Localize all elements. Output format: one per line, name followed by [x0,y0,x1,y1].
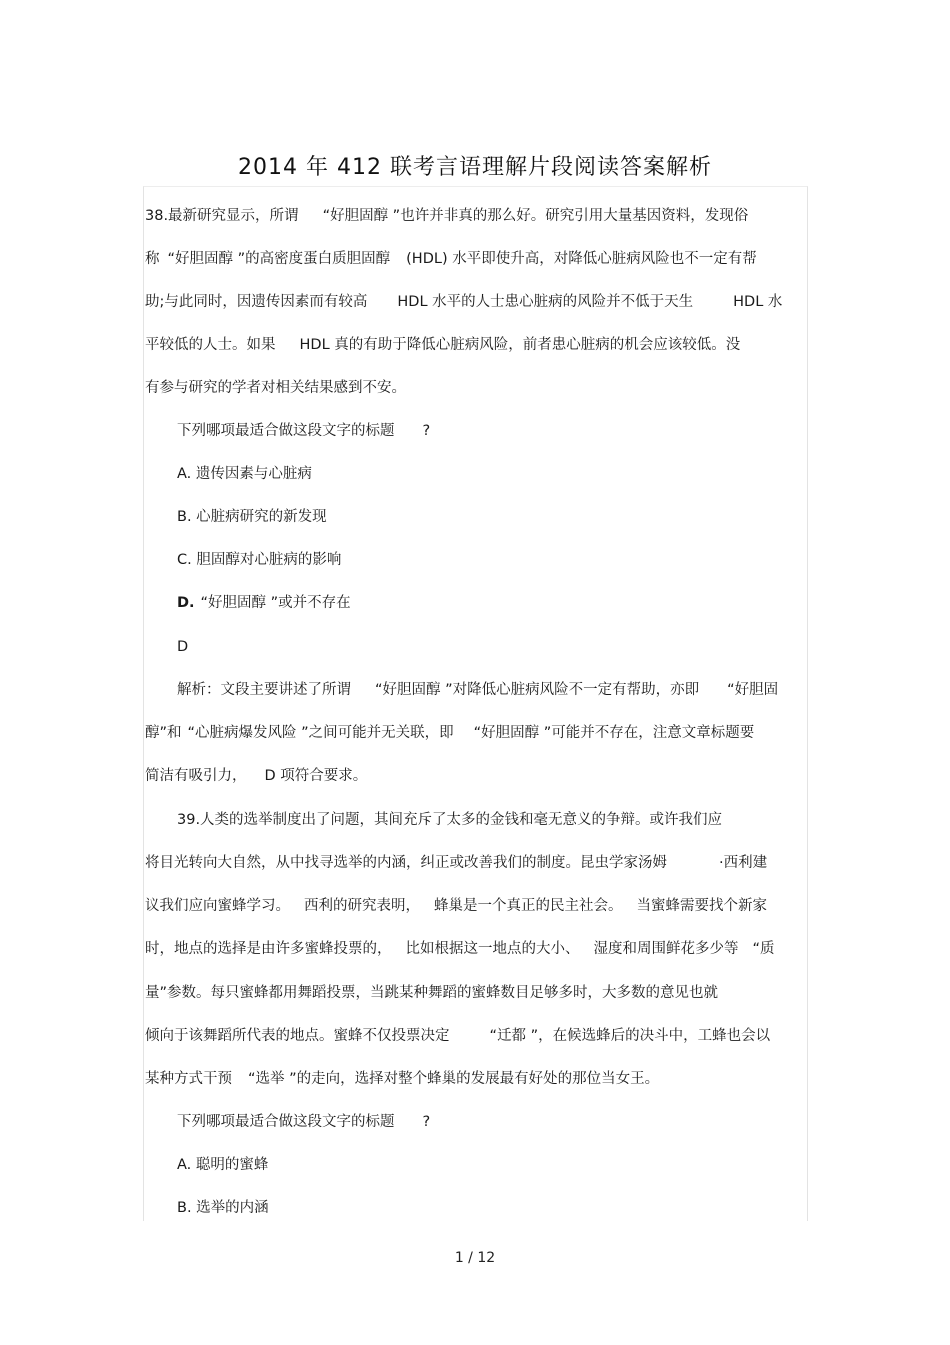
q38-prompt [177,421,805,441]
text-segment: 蜂巢是一个真正的民主社会。 [434,898,623,914]
text-segment: 平较低的人士。如果 [145,337,276,353]
text-segment: “好胆固醇 ”或并不存在 [200,595,351,611]
text-segment: 下列哪项最适合做这段文字的标题 [177,1114,395,1130]
q39-paragraph-line-6 [145,1026,805,1046]
q38-paragraph-line-5: 有参与研究的学者对相关结果感到不安。 [145,380,406,396]
q38-paragraph-line-3 [145,292,805,312]
q39-paragraph-line-1: 39.人类的选举制度出了问题，其间充斥了太多的金钱和毫无意义的争辩。或许我们应 [177,812,723,828]
q39-paragraph-line-4 [145,939,805,959]
text-segment: “好胆固醇 ”对降低心脏病风险不一定有帮助，亦即 [375,682,700,698]
q38-option-a: A. 遗传因素与心脏病 [177,466,312,482]
text-segment: HDL 水 [733,294,783,310]
text-segment: 解析：文段主要讲述了所谓 [177,682,351,698]
text-segment: “好胆固醇 ”也许并非真的那么好。研究引用大量基因资料，发现俗 [322,208,749,224]
q39-paragraph-line-3 [145,896,805,916]
text-segment: 下列哪项最适合做这段文字的标题 [177,423,395,439]
text-segment: “心脏病爆发风险 ”之间可能并无关联，即 [187,725,454,741]
q39-paragraph-line-7 [145,1069,805,1089]
text-segment: ? [422,423,431,439]
q38-analysis-line-1 [177,680,805,700]
q38-paragraph-line-4 [145,335,805,355]
q38-analysis-line-2 [145,723,805,743]
text-segment: “质 [752,941,775,957]
text-segment: “好胆固醇 ”的高密度蛋白质胆固醇 [167,251,391,267]
q38-paragraph-line-2 [145,249,805,269]
option-d-label: D. [177,595,195,611]
text-segment: 比如根据这一地点的大小、 [405,941,580,957]
page-title: 2014 年 412 联考言语理解片段阅读答案解析 [238,155,712,180]
text-segment: 将目光转向大自然，从中找寻选举的内涵，纠正或改善我们的制度。昆虫学家汤姆 [145,855,667,871]
q39-paragraph-line-5: 量”参数。每只蜜蜂都用舞蹈投票，当跳某种舞蹈的蜜蜂数目足够多时，大多数的意见也就 [145,985,719,1001]
text-segment: “迁都 ”，在候选蜂后的决斗中，工蜂也会以 [489,1028,771,1044]
text-segment: HDL 真的有助于降低心脏病风险，前者患心脏病的机会应该较低。没 [299,337,741,353]
text-segment: 醇”和 [145,725,182,741]
text-segment: 西利的研究表明， [304,898,420,914]
q39-option-a: A. 聪明的蜜蜂 [177,1157,269,1173]
text-segment: 某种方式干预 [145,1071,232,1087]
text-segment: ? [422,1114,431,1130]
text-segment: D 项符合要求。 [264,768,368,784]
q38-option-c: C. 胆固醇对心脏病的影响 [177,552,342,568]
text-segment: 倾向于该舞蹈所代表的地点。蜜蜂不仅投票决定 [145,1028,450,1044]
page-number: 1 / 12 [454,1250,496,1266]
text-segment: 时，地点的选择是由许多蜜蜂投票的， [145,941,392,957]
q38-analysis-line-3 [145,766,805,786]
text-segment: 助;与此同时，因遗传因素而有较高 [145,294,368,310]
text-segment: 议我们应向蜜蜂学习。 [145,898,290,914]
text-segment: 湿度和周围鲜花多少等 [593,941,739,957]
q39-option-b: B. 选举的内涵 [177,1200,269,1216]
text-segment: 称 [145,251,160,267]
text-segment: “好胆固 [727,682,779,698]
text-segment: (HDL) 水平即使升高，对降低心脏病风险也不一定有帮 [406,251,757,267]
q38-option-d [177,593,805,613]
text-segment: HDL 水平的人士患心脏病的风险并不低于天生 [397,294,694,310]
q38-paragraph-line-1 [145,206,805,226]
text-segment: 简洁有吸引力， [145,768,247,784]
text-segment: “好胆固醇 ”可能并不存在，注意文章标题要 [473,725,755,741]
q38-answer: D [177,639,189,655]
text-segment: ·西利建 [719,855,768,871]
text-segment: “选举 ”的走向，选择对整个蜂巢的发展最有好处的那位当女王。 [248,1071,660,1087]
q38-option-b: B. 心脏病研究的新发现 [177,509,327,525]
text-segment: 当蜜蜂需要找个新家 [636,898,767,914]
q39-paragraph-line-2 [145,853,805,873]
q39-prompt [177,1112,805,1132]
text-segment: 38.最新研究显示，所谓 [145,208,299,224]
